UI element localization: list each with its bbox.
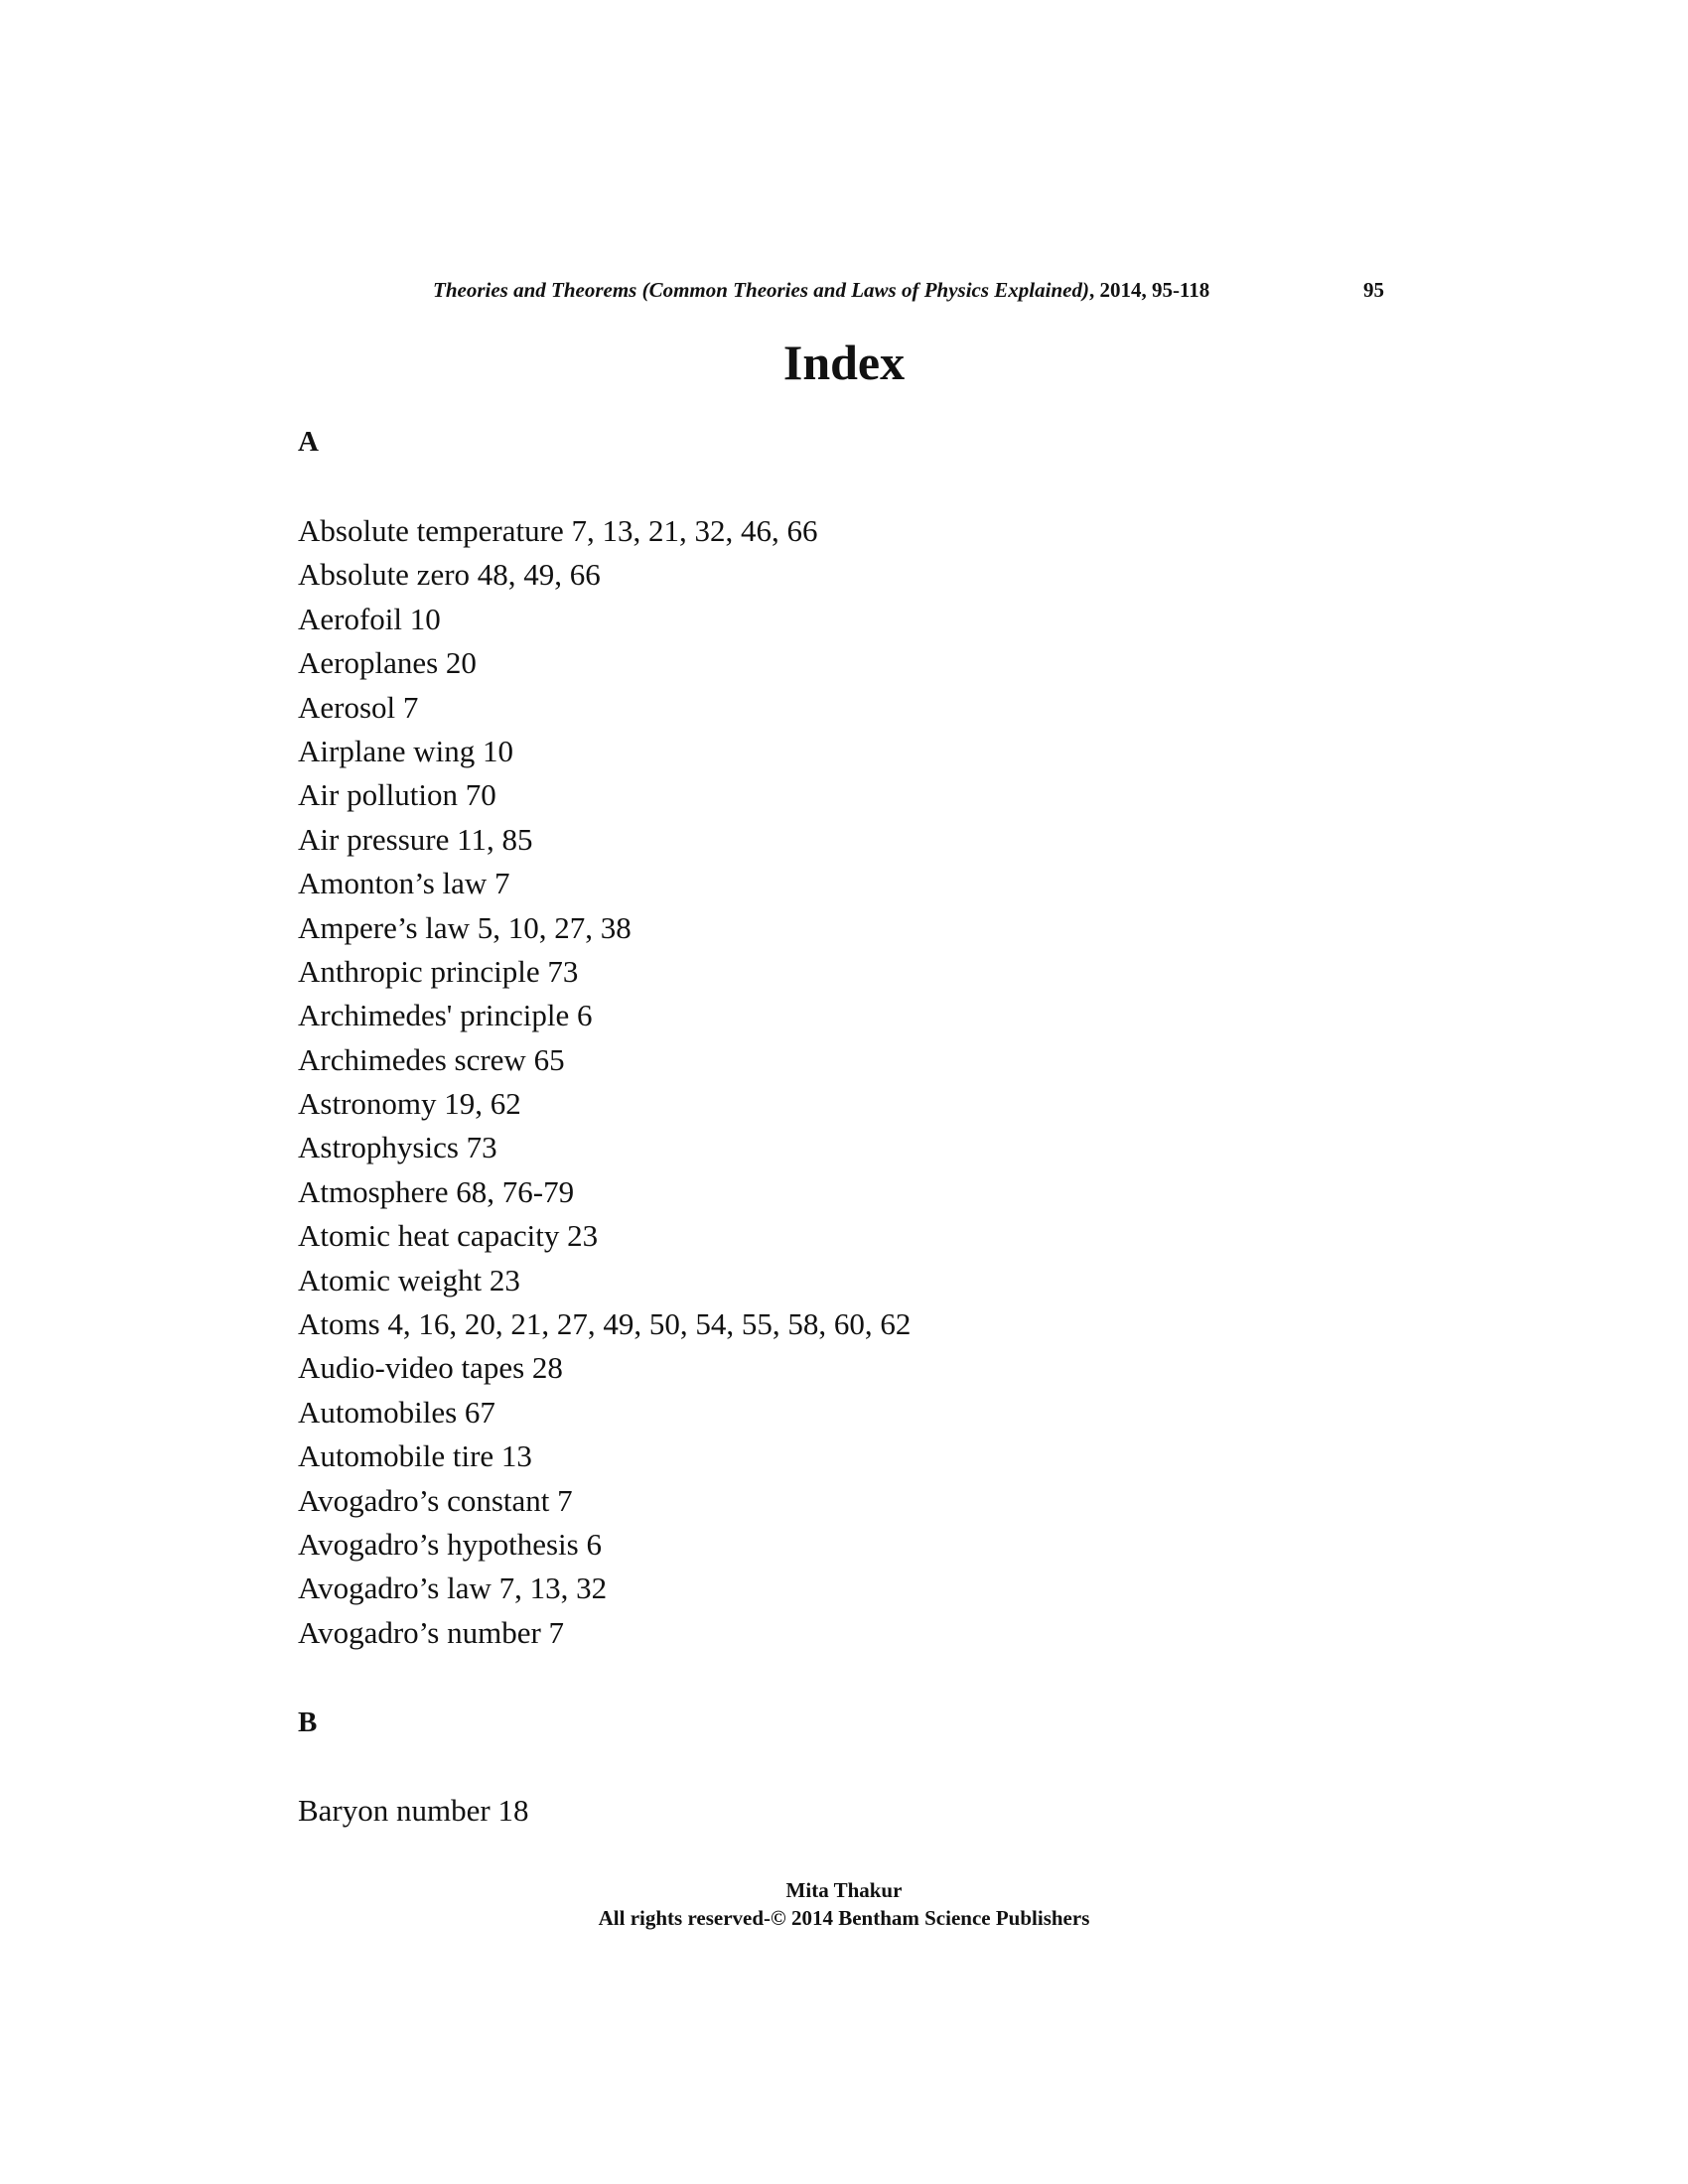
index-entry: Aerosol 7	[298, 689, 419, 725]
index-entry: Atomic heat capacity 23	[298, 1218, 599, 1254]
index-entry: Anthropic principle 73	[298, 953, 579, 989]
page-footer	[0, 1876, 1688, 1932]
index-entry: Archimedes' principle 6	[298, 998, 593, 1033]
index-entry: Automobiles 67	[298, 1394, 495, 1430]
index-entry: Air pressure 11, 85	[298, 821, 533, 857]
index-entry: Atoms 4, 16, 20, 21, 27, 49, 50, 54, 55, 58, 60, 62	[298, 1306, 912, 1342]
book-title: Theories and Theorems (Common Theories and Laws of Physics Explained)	[433, 278, 1089, 302]
index-entry: Avogadro’s number 7	[298, 1614, 565, 1650]
page-title: Index	[782, 335, 906, 390]
index-section-a	[298, 509, 911, 1655]
index-entry: Aeroplanes 20	[298, 645, 477, 681]
index-entry: Absolute temperature 7, 13, 21, 32, 46, 66	[298, 513, 818, 548]
book-meta: , 2014, 95-118	[1088, 278, 1210, 302]
index-entry: Baryon number 18	[298, 1793, 529, 1828]
page-number: 95	[1363, 278, 1384, 302]
index-entry: Ampere’s law 5, 10, 27, 38	[298, 909, 632, 945]
index-entry: Airplane wing 10	[298, 733, 513, 768]
index-entry: Aerofoil 10	[298, 601, 441, 636]
index-entry: Audio-video tapes 28	[298, 1350, 563, 1386]
index-entry: Automobile tire 13	[298, 1438, 532, 1474]
running-header	[0, 274, 1688, 306]
index-entry: Astrophysics 73	[298, 1130, 497, 1165]
index-entry: Atmosphere 68, 76-79	[298, 1173, 575, 1209]
footer-copyright: All rights reserved-© 2014 Bentham Science Publishers	[598, 1906, 1090, 1930]
index-entry: Atomic weight 23	[298, 1262, 520, 1297]
section-letter-b: B	[298, 1706, 318, 1738]
footer-author: Mita Thakur	[785, 1878, 903, 1902]
index-entry: Air pollution 70	[298, 777, 496, 813]
index-entry: Astronomy 19, 62	[298, 1086, 521, 1122]
running-title	[433, 274, 1209, 306]
index-entry: Amonton’s law 7	[298, 866, 510, 901]
index-section-b	[298, 1789, 528, 1833]
index-entry: Avogadro’s law 7, 13, 32	[298, 1570, 608, 1606]
index-entry: Avogadro’s constant 7	[298, 1482, 573, 1518]
section-letter-a: A	[298, 426, 319, 458]
index-entry: Absolute zero 48, 49, 66	[298, 557, 601, 593]
index-entry: Avogadro’s hypothesis 6	[298, 1526, 602, 1562]
index-entry: Archimedes screw 65	[298, 1041, 565, 1077]
